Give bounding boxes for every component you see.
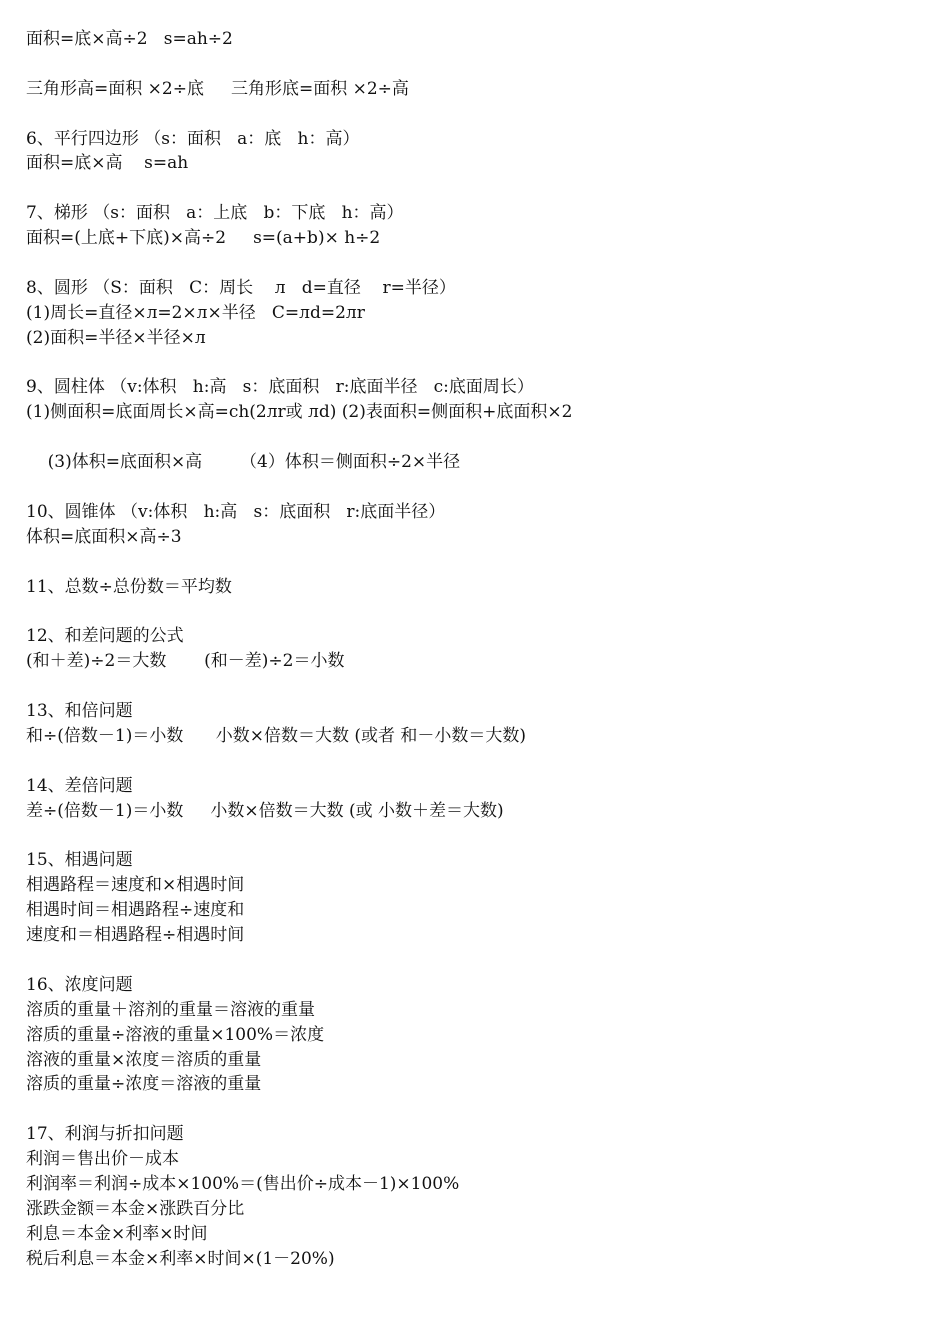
blank-line [26, 102, 930, 127]
blank-line [26, 824, 930, 849]
text-line: (和＋差)÷2＝大数 (和－差)÷2＝小数 [26, 651, 345, 672]
section-heading: 15、相遇问题 [26, 850, 133, 871]
text-line: 溶质的重量＋溶剂的重量＝溶液的重量 [26, 999, 315, 1020]
text-line: (2)面积=半径×半径×л [26, 327, 206, 348]
section-heading: 12、和差问题的公式 [26, 626, 184, 647]
text-line: (3)体积=底面积×高 （4）体积＝侧面积÷2×半径 [26, 452, 461, 473]
text-line: 速度和＝相遇路程÷相遇时间 [26, 925, 245, 946]
section-heading: 13、和倍问题 [26, 701, 133, 722]
text-line: 和÷(倍数－1)＝小数 小数×倍数＝大数 (或者 和－小数＝大数) [26, 725, 527, 746]
text-line: 体积=底面积×高÷3 [26, 526, 182, 547]
section-heading: 17、利润与折扣问题 [26, 1124, 184, 1145]
text-line: 相遇路程＝速度和×相遇时间 [26, 875, 245, 896]
blank-line [26, 674, 930, 699]
blank-line [26, 475, 930, 500]
section-heading: 7、梯形 （s：面积 a：上底 b：下底 h：高） [26, 203, 404, 224]
text-line: 面积=底×高÷2 s=ah÷2 [26, 29, 233, 49]
document-page [26, 27, 930, 1272]
blank-line [26, 749, 930, 774]
text-line: 三角形高=面积 ×2÷底 三角形底=面积 ×2÷高 [26, 78, 409, 99]
blank-line [26, 550, 930, 575]
section-heading: 10、圆锥体 （v:体积 h:高 s：底面积 r:底面半径） [26, 501, 446, 522]
text-line: (1)周长=直径×л=2×л×半径 C=лd=2лr [26, 302, 365, 323]
blank-line [26, 52, 930, 77]
text-line: 利息＝本金×利率×时间 [26, 1223, 208, 1244]
section-heading: 14、差倍问题 [26, 775, 133, 796]
text-line: 溶质的重量÷浓度＝溶液的重量 [26, 1074, 262, 1095]
section-heading: 9、圆柱体 （v:体积 h:高 s：底面积 r:底面半径 c:底面周长） [26, 377, 534, 398]
blank-line [26, 1097, 930, 1122]
text-line: 溶液的重量×浓度＝溶质的重量 [26, 1049, 262, 1070]
text-line: 涨跌金额＝本金×涨跌百分比 [26, 1198, 245, 1219]
text-line: 面积=(上底+下底)×高÷2 s=(a+b)× h÷2 [26, 228, 381, 249]
blank-line [26, 948, 930, 973]
text-line: 利润率＝利润÷成本×100%＝(售出价÷成本－1)×100% [26, 1173, 460, 1194]
text-line: (1)侧面积=底面周长×高=ch(2лr或 лd) (2)表面积=侧面积+底面积×2 [26, 402, 573, 423]
text-line: 面积=底×高 s=ah [26, 153, 189, 174]
section-heading: 11、总数÷总份数＝平均数 [26, 576, 232, 597]
blank-line [26, 599, 930, 624]
section-heading: 8、圆形 （S：面积 C：周长 л d=直径 r=半径） [26, 277, 456, 298]
blank-line [26, 251, 930, 276]
section-heading: 6、平行四边形 （s：面积 a：底 h：高） [26, 128, 360, 149]
text-line: 相遇时间＝相遇路程÷速度和 [26, 900, 245, 921]
text-line: 溶质的重量÷溶液的重量×100%＝浓度 [26, 1024, 325, 1045]
blank-line [26, 176, 930, 201]
text-line: 利润＝售出价－成本 [26, 1149, 179, 1170]
blank-line [26, 351, 930, 376]
blank-line [26, 425, 930, 450]
text-line: 税后利息＝本金×利率×时间×(1－20%) [26, 1248, 335, 1269]
section-heading: 16、浓度问题 [26, 974, 133, 995]
text-line: 差÷(倍数－1)＝小数 小数×倍数＝大数 (或 小数＋差＝大数) [26, 800, 504, 821]
